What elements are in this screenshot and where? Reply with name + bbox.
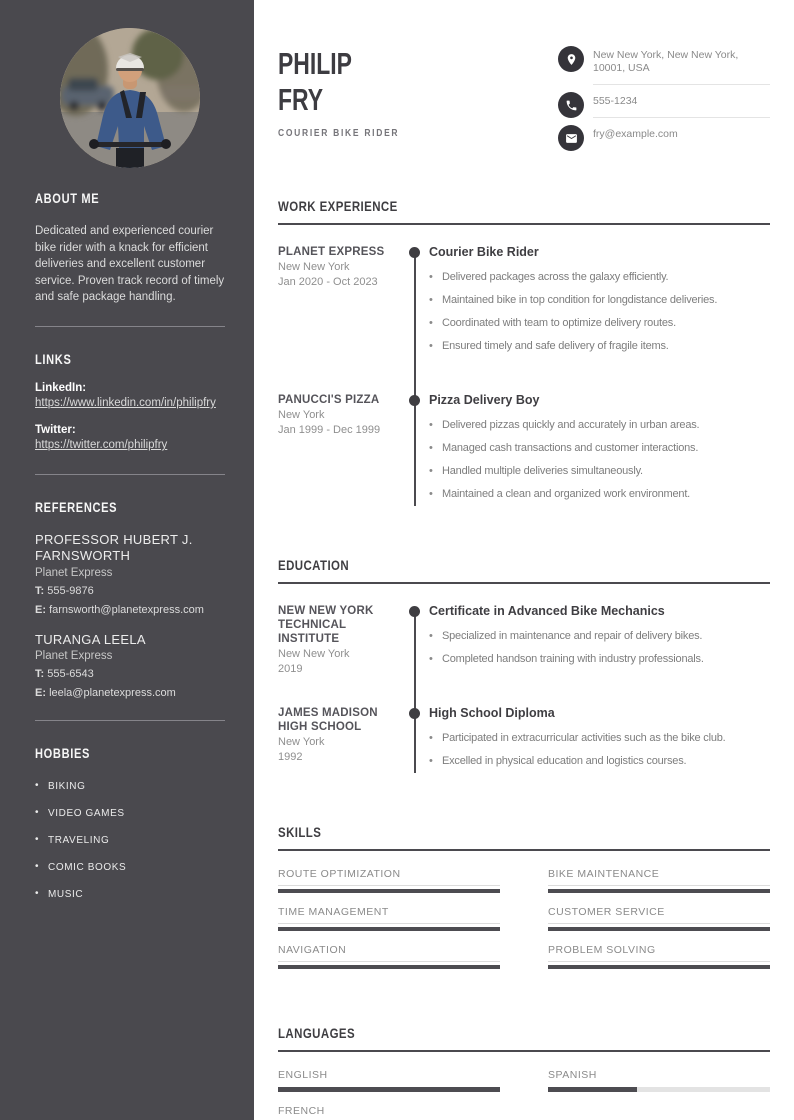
phone-label: T: bbox=[35, 584, 45, 597]
email-envelope-icon bbox=[558, 125, 584, 151]
language-level-fill bbox=[548, 1087, 637, 1092]
phone-text: 555-1234 bbox=[593, 92, 770, 118]
references-section bbox=[35, 499, 225, 722]
phone-label: T: bbox=[35, 668, 45, 681]
degree-title: Certificate in Advanced Bike Mechanics bbox=[429, 604, 665, 618]
reference-email bbox=[35, 687, 225, 700]
skill-level-bar bbox=[548, 889, 770, 893]
education-dates: 1992 bbox=[278, 751, 303, 763]
twitter-label: Twitter: bbox=[35, 424, 76, 437]
employment-dates: Jan 1999 - Dec 1999 bbox=[278, 424, 381, 436]
language-name: ENGLISH bbox=[278, 1069, 328, 1081]
skill-name: TIME MANAGEMENT bbox=[278, 906, 500, 924]
education-heading: EDUCATION bbox=[278, 557, 350, 573]
degree-title: High School Diploma bbox=[429, 706, 555, 720]
school-name: NEW NEW YORK TECHNICAL INSTITUTE bbox=[278, 605, 374, 645]
bullet-item: • Delivered packages across the galaxy efficiently. bbox=[429, 271, 770, 284]
email-label: E: bbox=[35, 687, 46, 700]
language-level-track bbox=[278, 1087, 500, 1092]
work-entry-meta bbox=[278, 245, 414, 363]
employment-dates: Jan 2020 - Oct 2023 bbox=[278, 276, 378, 288]
role-bullets bbox=[429, 271, 770, 353]
phone-value: 555-6543 bbox=[47, 668, 94, 681]
bullet-item: • Managed cash transactions and customer interactions. bbox=[429, 442, 770, 455]
links-heading: LINKS bbox=[35, 351, 72, 367]
hobby-list bbox=[35, 781, 225, 900]
skill-name: NAVIGATION bbox=[278, 944, 500, 962]
bullet-item: • Completed handson training with industry professionals. bbox=[429, 653, 770, 666]
about-text: Dedicated and experienced courier bike rider with a knack for efficient deliveries and excellent customer service. Proven track record of timely and safe package handling. bbox=[35, 225, 225, 304]
hobby-item: • COMIC BOOKS bbox=[35, 862, 225, 873]
email-value: leela@planetexpress.com bbox=[49, 687, 176, 700]
skill-level-bar bbox=[278, 889, 500, 893]
contact-phone-row bbox=[558, 92, 770, 118]
company-name: PANUCCI'S PIZZA bbox=[278, 394, 380, 406]
skill-name: BIKE MAINTENANCE bbox=[548, 868, 770, 886]
language-level-track bbox=[548, 1087, 770, 1092]
work-timeline bbox=[278, 245, 770, 511]
hobby-item: • VIDEO GAMES bbox=[35, 808, 225, 819]
education-entry-body bbox=[414, 604, 770, 676]
school-location: New New York bbox=[278, 648, 350, 660]
about-heading: ABOUT ME bbox=[35, 191, 100, 206]
language-level-fill bbox=[278, 1087, 500, 1092]
company-name: PLANET EXPRESS bbox=[278, 246, 385, 258]
education-entry bbox=[278, 604, 770, 676]
address-text: New New York, New New York, 10001, USA bbox=[593, 46, 770, 85]
main-content bbox=[254, 0, 794, 1120]
languages-grid bbox=[278, 1069, 770, 1120]
degree-bullets bbox=[429, 630, 770, 666]
work-entry-body bbox=[414, 245, 770, 363]
link-item-twitter bbox=[35, 424, 225, 454]
skill-item bbox=[278, 868, 500, 893]
skills-heading: SKILLS bbox=[278, 824, 322, 840]
references-heading: REFERENCES bbox=[35, 499, 118, 515]
education-entry bbox=[278, 706, 770, 778]
skill-item bbox=[548, 944, 770, 969]
role-bullets bbox=[429, 419, 770, 501]
work-experience-heading: WORK EXPERIENCE bbox=[278, 198, 398, 214]
email-value: farnsworth@planetexpress.com bbox=[49, 603, 204, 616]
name-block bbox=[278, 46, 421, 158]
link-item-linkedin bbox=[35, 382, 225, 412]
skills-section bbox=[278, 824, 770, 969]
work-entry bbox=[278, 245, 770, 363]
skill-level-bar bbox=[278, 927, 500, 931]
section-rule bbox=[278, 849, 770, 851]
location-pin-icon bbox=[558, 46, 584, 72]
education-timeline bbox=[278, 604, 770, 778]
bullet-item: • Delivered pizzas quickly and accurately in urban areas. bbox=[429, 419, 770, 432]
work-experience-section bbox=[278, 198, 770, 511]
skill-item bbox=[278, 944, 500, 969]
about-section bbox=[35, 190, 225, 327]
email-text: fry@example.com bbox=[593, 128, 678, 140]
skill-item bbox=[278, 906, 500, 931]
reference-name: PROFESSOR HUBERT J. FARNSWORTH bbox=[35, 531, 193, 564]
reference-company: Planet Express bbox=[35, 650, 113, 663]
skill-item bbox=[548, 868, 770, 893]
hobby-item: • TRAVELING bbox=[35, 835, 225, 846]
language-name: SPANISH bbox=[548, 1069, 597, 1081]
reference-email bbox=[35, 604, 225, 617]
sidebar bbox=[0, 0, 254, 1120]
profile-photo bbox=[60, 28, 200, 168]
phone-icon bbox=[558, 92, 584, 118]
section-rule bbox=[278, 1050, 770, 1052]
hobby-item: • BIKING bbox=[35, 781, 225, 792]
role-title: Courier Bike Rider bbox=[429, 245, 539, 259]
sidebar-divider bbox=[35, 720, 225, 721]
company-location: New York bbox=[278, 409, 325, 421]
language-item bbox=[548, 1069, 770, 1092]
education-entry-meta bbox=[278, 706, 414, 778]
contact-address-row bbox=[558, 46, 770, 85]
bullet-item: • Ensured timely and safe delivery of fragile items. bbox=[429, 340, 770, 353]
sidebar-divider bbox=[35, 474, 225, 475]
degree-bullets bbox=[429, 732, 770, 768]
reference-phone bbox=[35, 668, 225, 681]
sidebar-divider bbox=[35, 326, 225, 327]
school-name: JAMES MADISON HIGH SCHOOL bbox=[278, 707, 378, 733]
hobby-item: • MUSIC bbox=[35, 889, 225, 900]
role-title: Pizza Delivery Boy bbox=[429, 393, 540, 407]
skill-level-bar bbox=[278, 965, 500, 969]
reference-company: Planet Express bbox=[35, 566, 113, 579]
linkedin-url[interactable]: https://www.linkedin.com/in/philipfry bbox=[35, 396, 216, 409]
bullet-item: • Handled multiple deliveries simultaneously. bbox=[429, 465, 770, 478]
work-entry bbox=[278, 393, 770, 511]
languages-section bbox=[278, 1025, 770, 1120]
language-item bbox=[278, 1069, 500, 1092]
links-section bbox=[35, 351, 225, 475]
reference-phone bbox=[35, 585, 225, 598]
job-title: COURIER BIKE RIDER bbox=[278, 128, 400, 139]
profile-photo-illustration bbox=[60, 28, 200, 168]
language-item bbox=[278, 1105, 500, 1120]
skills-grid bbox=[278, 868, 770, 969]
reference-item bbox=[35, 532, 225, 617]
education-dates: 2019 bbox=[278, 663, 303, 675]
skill-name: PROBLEM SOLVING bbox=[548, 944, 770, 962]
hobbies-section bbox=[35, 745, 225, 900]
contact-block bbox=[558, 46, 770, 158]
bullet-item: • Maintained a clean and organized work environment. bbox=[429, 488, 770, 501]
section-rule bbox=[278, 223, 770, 225]
hobbies-heading: HOBBIES bbox=[35, 746, 91, 762]
company-location: New New York bbox=[278, 261, 350, 273]
header bbox=[278, 46, 770, 158]
bullet-item: • Maintained bike in top condition for longdistance deliveries. bbox=[429, 294, 770, 307]
last-name: FRY bbox=[278, 82, 324, 117]
education-entry-body bbox=[414, 706, 770, 778]
bullet-item: • Specialized in maintenance and repair of delivery bikes. bbox=[429, 630, 770, 643]
contact-email-row bbox=[558, 125, 770, 151]
reference-name: TURANGA LEELA bbox=[35, 631, 146, 647]
skill-level-bar bbox=[548, 927, 770, 931]
linkedin-label: LinkedIn: bbox=[35, 381, 87, 394]
skill-name: ROUTE OPTIMIZATION bbox=[278, 868, 500, 886]
skill-level-bar bbox=[548, 965, 770, 969]
twitter-url[interactable]: https://twitter.com/philipfry bbox=[35, 439, 168, 452]
skill-name: CUSTOMER SERVICE bbox=[548, 906, 770, 924]
bullet-item: • Coordinated with team to optimize delivery routes. bbox=[429, 317, 770, 330]
languages-heading: LANGUAGES bbox=[278, 1025, 356, 1041]
education-entry-meta bbox=[278, 604, 414, 676]
reference-item bbox=[35, 632, 225, 701]
skill-item bbox=[548, 906, 770, 931]
first-name: PHILIP bbox=[278, 46, 352, 81]
language-name: FRENCH bbox=[278, 1105, 325, 1117]
school-location: New York bbox=[278, 736, 325, 748]
work-entry-body bbox=[414, 393, 770, 511]
education-section bbox=[278, 557, 770, 778]
work-entry-meta bbox=[278, 393, 414, 511]
section-rule bbox=[278, 582, 770, 584]
bullet-item: • Participated in extracurricular activities such as the bike club. bbox=[429, 732, 770, 745]
email-label: E: bbox=[35, 603, 46, 616]
bullet-item: • Excelled in physical education and logistics courses. bbox=[429, 755, 770, 768]
phone-value: 555-9876 bbox=[47, 584, 94, 597]
